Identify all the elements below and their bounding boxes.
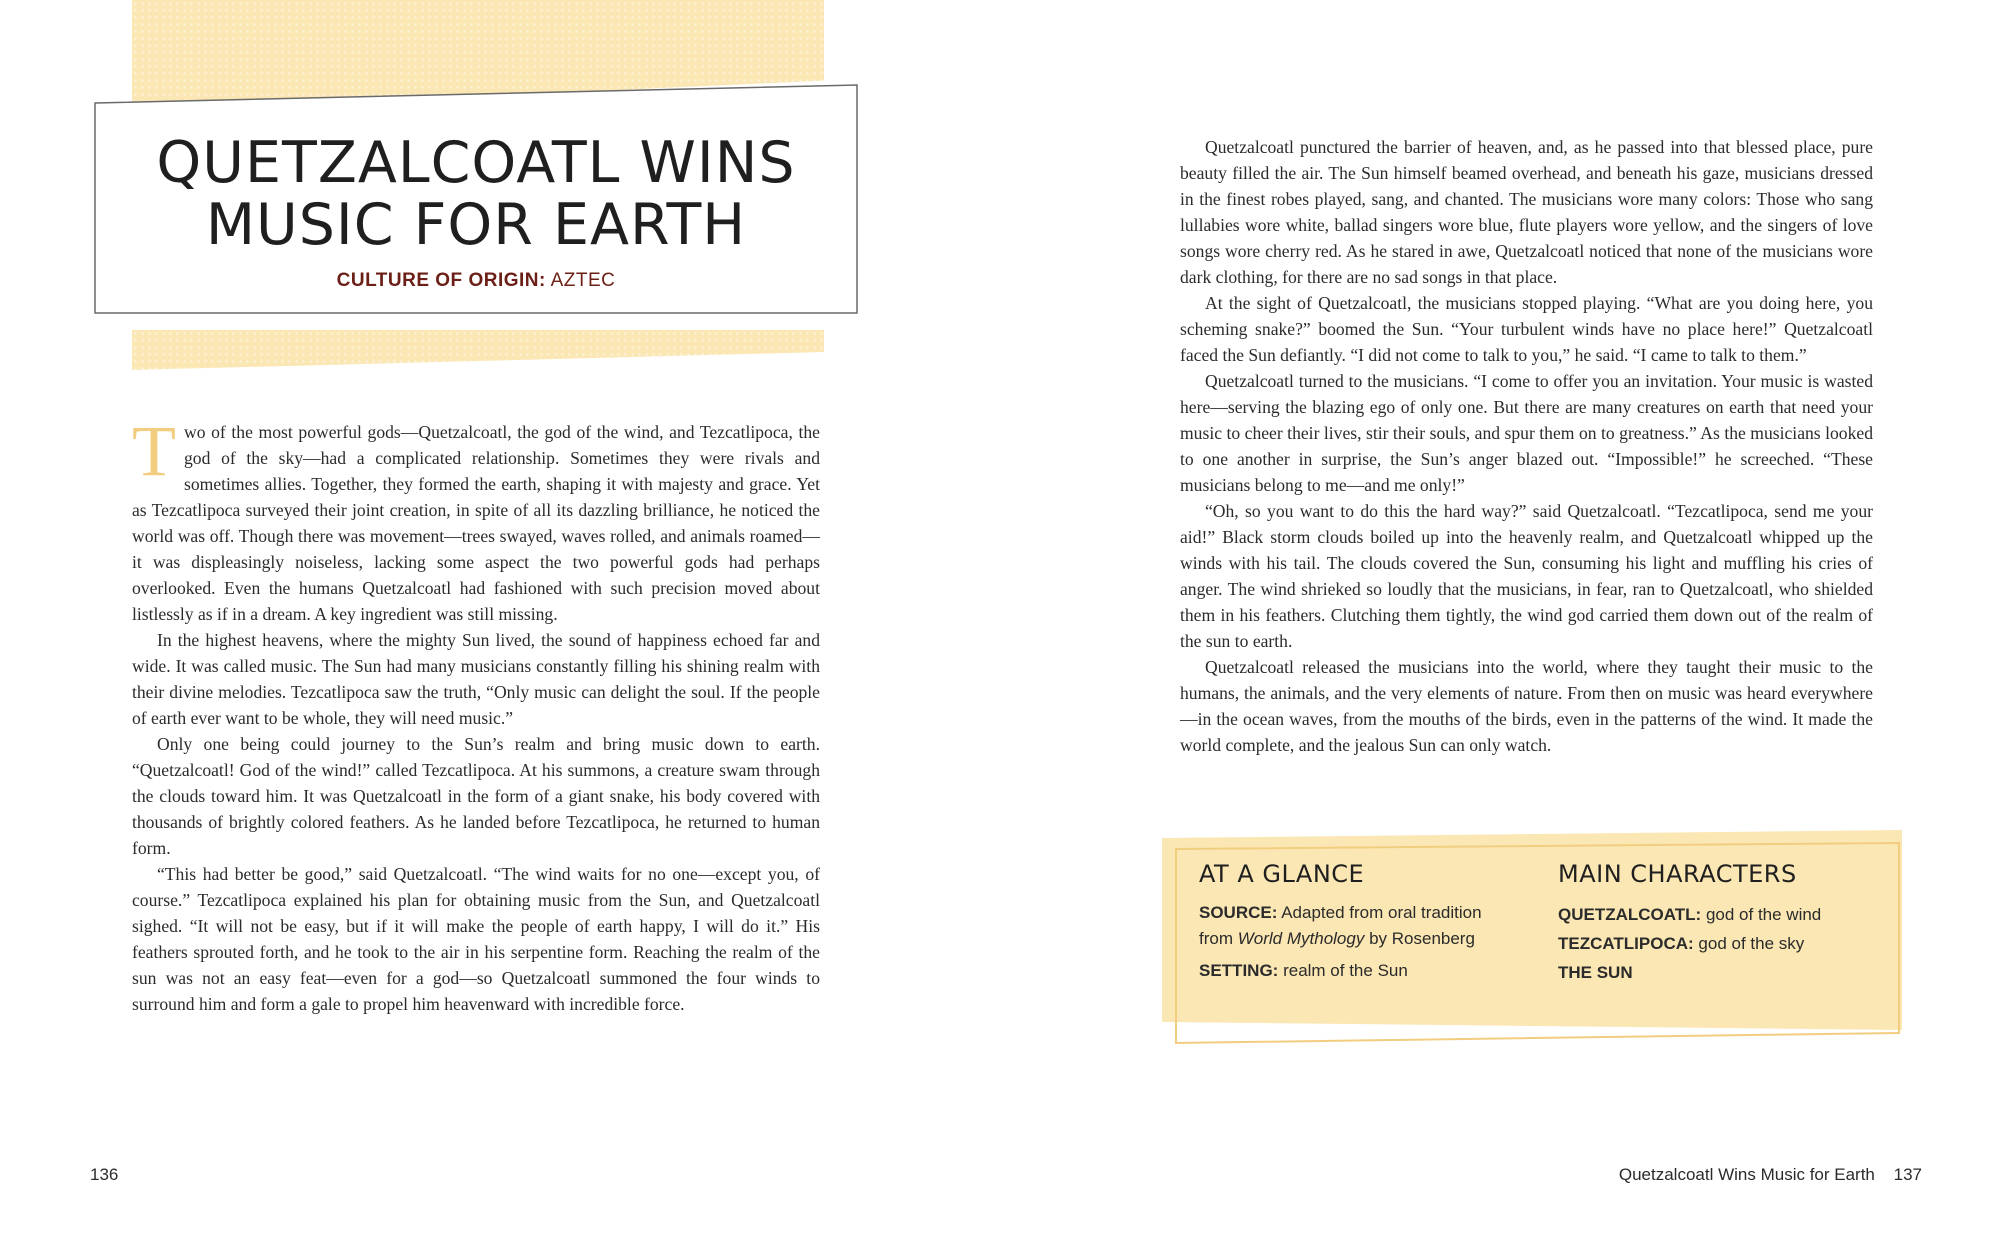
right-body-text <box>1180 134 1873 758</box>
character-item: QUETZALCOATL: god of the wind <box>1558 905 1822 924</box>
character-item: TEZCATLIPOCA: god of the sky <box>1558 934 1805 953</box>
culture-of-origin <box>94 270 858 292</box>
main-characters-list <box>1558 900 1878 987</box>
page-number-right: 137 <box>1893 1165 1922 1184</box>
decorative-band-bottom <box>132 330 824 370</box>
paragraph: “Oh, so you want to do this the hard way?” said Quetzalcoatl. “Tezcatlipoca, send me your aid!” Black storm clouds boiled up into the heavenly realm, and Quetzalcoatl whipped up the winds with his tail. The clouds covered the Sun, consuming his light and muffling his cries of anger. The wind shrieked so loudly that the musicians, in fear, ran to Quetzalcoatl, who shielded them in his feathers. Clutching them tightly, the wind god carried them down out of the realm of the sun to earth. <box>1180 501 1873 651</box>
paragraph: In the highest heavens, where the mighty Sun lived, the sound of happiness echoed far and wide. It was called music. The Sun had many musicians constantly filling his shining realm with their divine melodies. Tezcatlipoca saw the truth, “Only music can delight the soul. If the people of earth ever want to be whole, they will need music.” <box>132 630 820 728</box>
story-title: QUETZALCOATL WINS MUSIC FOR EARTH <box>156 130 796 258</box>
at-a-glance-box <box>1162 830 1902 1045</box>
running-footer <box>1619 1165 1922 1185</box>
right-page <box>1000 0 2000 1233</box>
drop-cap: T <box>132 411 176 491</box>
paragraph: Quetzalcoatl punctured the barrier of heaven, and, as he passed into that blessed place, pure beauty filled the air. The Sun himself beamed overhead, and beneath his gaze, musicians dressed in the finest robes played, sang, and chanted. The musicians wore many colors: Those who sang lullabies wore white, ballad singers wore blue, flute players wore yellow, and the singers of love songs wore cherry red. As he stared in awe, Quetzalcoatl noticed that none of the musicians wore dark clothing, for there are no sad songs in that place. <box>1180 137 1873 287</box>
culture-value: AZTEC <box>550 270 616 291</box>
setting-line: SETTING: realm of the Sun <box>1199 961 1408 980</box>
character-item: THE SUN <box>1558 963 1633 982</box>
running-title: Quetzalcoatl Wins Music for Earth <box>1618 1165 1875 1184</box>
paragraph: “This had better be good,” said Quetzalcoatl. “The wind waits for no one—except you, of course.” Tezcatlipoca explained his plan for obtaining music from the Sun, and Quetzalcoatl sighed. “It will not be easy, but if it will make the people of earth happy, I will do it.” His feathers sprouted forth, and he took to the air in his serpentine form. Reaching the realm of the sun was not an easy feat—even for a god—so Quetzalcoatl summoned the four winds to surround him and form a gale to propel him heavenward with incredible force. <box>132 864 820 1014</box>
glance-details <box>1199 900 1519 985</box>
left-body-text <box>132 411 820 1017</box>
page-number-left: 136 <box>90 1165 119 1184</box>
glance-heading: AT A GLANCE <box>1199 860 1365 888</box>
paragraph: Quetzalcoatl turned to the musicians. “I come to offer you an invitation. Your music is wasted here—serving the blazing ego of only one. But there are many creatures on earth that need your music to cheer their lives, stir their souls, and spur them on to greatness.” As the musicians looked to one another in surprise, the Sun’s anger blazed out. “Impossible!” he screeched. “These musicians belong to me—and me only!” <box>1180 371 1873 495</box>
paragraph: Only one being could journey to the Sun’s realm and bring music down to earth. “Quetzalcoatl! God of the wind!” called Tezcatlipoca. At his summons, a creature swam through the clouds toward him. It was Quetzalcoatl in the form of a giant snake, his body covered with thousands of brightly colored feathers. As he landed before Tezcatlipoca, he returned to human form. <box>132 734 820 858</box>
source-line: SOURCE: Adapted from oral tradition from World Mythology by Rosenberg <box>1199 903 1482 948</box>
title-box <box>94 84 858 314</box>
culture-label: CULTURE OF ORIGIN: <box>336 270 546 291</box>
paragraph: Two of the most powerful gods—Quetzalcoatl, the god of the wind, and Tezcatlipoca, the god of the sky—had a complicated relationship. Sometimes they were rivals and sometimes allies. Together, they formed the earth, shaping it with majesty and grace. Yet as Tezcatlipoca surveyed their joint creation, in spite of all its dazzling brilliance, he noticed the world was off. Though there was movement—trees swayed, waves rolled, and animals roamed—it was displeasingly noiseless, lacking some aspect the two powerful gods had perhaps overlooked. Even the humans Quetzalcoatl had fashioned with such precision moved about listlessly as if in a dream. A key ingredient was still missing. <box>132 411 820 624</box>
main-characters-heading: MAIN CHARACTERS <box>1558 860 1797 888</box>
paragraph: At the sight of Quetzalcoatl, the musicians stopped playing. “What are you doing here, you scheming snake?” boomed the Sun. “Your turbulent winds have no place here!” Quetzalcoatl faced the Sun defiantly. “I did not come to talk to you,” he said. “I came to talk to them.” <box>1180 293 1873 365</box>
paragraph: Quetzalcoatl released the musicians into the world, where they taught their music to the humans, the animals, and the very elements of nature. From then on music was heard everywhere—in the ocean waves, from the mouths of the birds, even in the patterns of the wind. It made the world complete, and the jealous Sun can only watch. <box>1180 657 1873 755</box>
